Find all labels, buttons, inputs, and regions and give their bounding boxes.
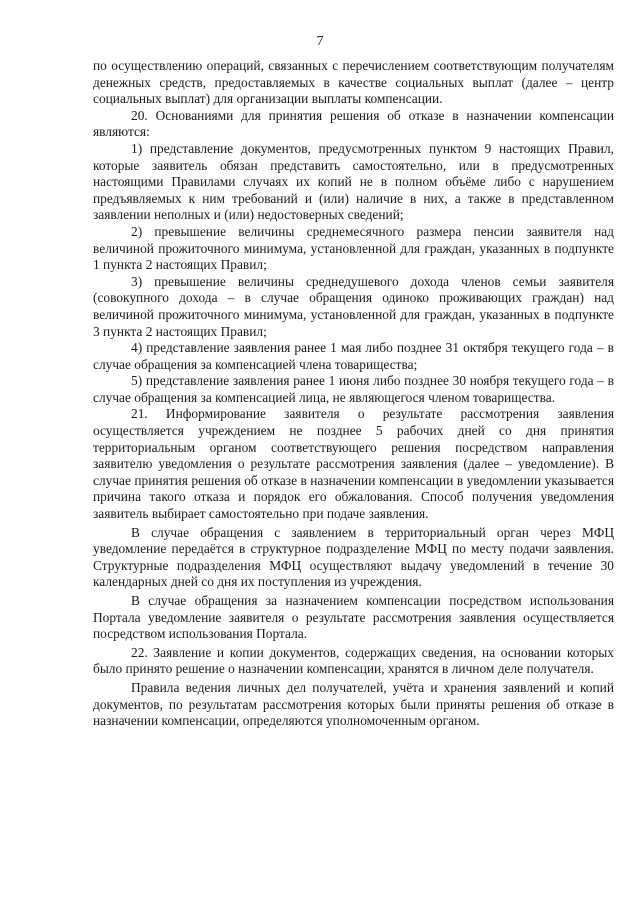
paragraph-20: 20. Основаниями для принятия решения об отказе в назначении компенсации являются: (93, 107, 614, 140)
paragraph-continuation: по осуществлению операций, связанных с перечислением соответствующим получателям денежных средств, предоставляемых в качестве социальных выплат (далее – центр социальных выплат) для организации выплаты компенсации. (93, 58, 614, 107)
list-item-1: 1) представление документов, предусмотренных пунктом 9 настоящих Правил, которые заявитель обязан представить самостоятельно, или в предусмотренных настоящими Правилами случаях их копий не в полном объёме либо с нарушением предъявляемых к ним требований и (или) наличие в них, а также в представленном заявлении неполных и (или) недостоверных сведений; (93, 140, 614, 223)
page-number: 7 (316, 34, 324, 49)
list-item-5: 5) представление заявления ранее 1 июня либо позднее 30 ноября текущего года – в случае обращения за компенсацией лица, не являющегося членом товарищества. (93, 373, 614, 405)
paragraph-21: 21. Информирование заявителя о результате рассмотрения заявления осуществляется учреждением не позднее 5 рабочих дней со дня принятия территориальным органом соответствующего решения посредством направления заявителю уведомления о результате рассмотрения заявления (далее – уведомление). В случае принятия решения об отказе в назначении компенсации в уведомлении указывается причина такого отказа и порядок его обжалования. Способ получения уведомления заявитель выбирает самостоятельно при подаче заявления. (93, 406, 614, 522)
paragraph-portal: В случае обращения за назначением компенсации посредством использования Портала уведомление заявителя о результате рассмотрения заявления осуществляется посредством использования Портала. (93, 593, 614, 642)
list-item-4: 4) представление заявления ранее 1 мая либо позднее 31 октября текущего года – в случае обращения за компенсацией члена товарищества; (93, 340, 614, 372)
list-item-3: 3) превышение величины среднедушевого дохода членов семьи заявителя (совокупного дохода – в случае обращения одиноко проживающих граждан) над величиной прожиточного минимума, установленной для граждан, указанных в подпункте 3 пункта 2 настоящих Правил; (93, 273, 614, 339)
paragraph-22: 22. Заявление и копии документов, содержащих сведения, на основании которых было принято решение о назначении компенсации, хранятся в личном деле получателя. (93, 644, 614, 677)
paragraph-mfc: В случае обращения с заявлением в территориальный орган через МФЦ уведомление передаётся в структурное подразделение МФЦ по месту подачи заявления. Структурные подразделения МФЦ осуществляют выдачу уведомлений в течение 30 календарных дней со дня их поступления из учреждения. (93, 524, 614, 590)
list-item-2: 2) превышение величины среднемесячного размера пенсии заявителя над величиной прожиточного минимума, установленной для граждан, указанных в подпункте 1 пункта 2 настоящих Правил; (93, 223, 614, 273)
paragraph-personal-files: Правила ведения личных дел получателей, учёта и хранения заявлений и копий документов, по результатам рассмотрения которых были приняты решения об отказе в назначении компенсации, определяются уполномоченным органом. (93, 679, 614, 729)
document-body (93, 58, 614, 730)
